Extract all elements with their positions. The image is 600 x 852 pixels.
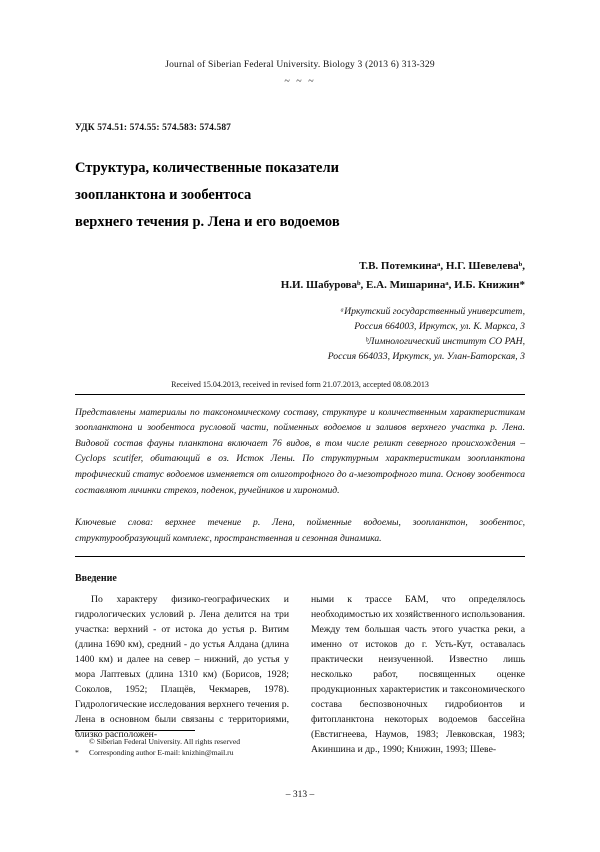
title-line-1: Структура, количественные показатели [75, 160, 339, 176]
title-line-2: зоопланктона и зообентоса [75, 186, 252, 203]
affiliation-list [75, 304, 525, 364]
author-line-2: Н.И. Шабуроваᵇ, Е.А. Мишаринаᵃ, И.Б. Книжин* [280, 278, 525, 291]
keywords-block [75, 515, 525, 557]
page-title [75, 155, 525, 235]
footnote-divider [75, 730, 195, 731]
footnote-copyright [75, 736, 335, 747]
article-content [75, 60, 525, 757]
author-list [75, 257, 525, 293]
affiliation-1: Россия 664003, Иркутск, ул. К. Маркса, 3 [354, 320, 525, 332]
keywords-label: Ключевые слова: [75, 517, 154, 529]
asterisk-mark: * [75, 748, 79, 758]
abstract [75, 405, 525, 498]
title-line-3: верхнего течения р. Лена и его водоемов [75, 213, 340, 230]
affiliation-2: ᵇЛимнологический институт СО РАН, [365, 335, 525, 347]
footnote-corresponding [75, 747, 335, 758]
udc-code: УДК 574.51: 574.55: 574.583: 574.587 [75, 123, 232, 133]
copyright-text: © Siberian Federal University. All rights reserved [89, 737, 240, 746]
section-heading-introduction: Введение [75, 573, 117, 585]
copyright-mark [75, 736, 83, 747]
received-dates: Received 15.04.2013, received in revised form 21.07.2013, accepted 08.08.2013 [75, 380, 525, 395]
page-number: – 313 – [285, 790, 315, 800]
affiliation-0: ᵃИркутский государственный университет, [340, 305, 525, 317]
body-column-right [311, 592, 525, 757]
journal-header: Journal of Siberian Federal University. Biology 3 (2013 6) 313-329 [165, 60, 435, 70]
keywords-text: верхнее течение р. Лена, пойменные водоемы, зоопланктон, зообентос, структурообразующий комплекс, пространственная и сезонная динамика. [75, 517, 525, 544]
page-footnotes [75, 730, 335, 759]
paragraph-left: По характеру физико-географических и гидрологических условий р. Лена делится на три участка: верхний - от истока до устья р. Витим (длина 1690 км), средний - до устья Алдана (длина 1400 км) и далее на север – нижний, до устья у мора Лаптевых (длина 1310 км) (Борисов, 1928; Соколов, 1952; Плащёв, Чекмарев, 1978). Гидрологические исследования верхнего течения р. Лена в основном были связаны с территориями, близко расположен- [75, 594, 289, 741]
abstract-text: Представлены материалы по таксономическому составу, структуре и количественным характеристикам зоопланктона и зообентоса русловой части, пойменных водоемов и заливов верхнего участка р. Лена. Видовой состав фауны планктона включает 76 видов, в том числе реликт северного происхождения – Cyclops scutifer, обитающий в оз. Исток Лены. По структурным характеристикам зоопланктона трофический статус водоемов изменяется от олиготрофного до a-мезотрофного типа. Основу зообентоса составляют личинки стрекоз, поденок, ручейников и хирономид. [75, 406, 525, 496]
paragraph-right: ными к трассе БАМ, что определялось необходимостью их хозяйственного использования. Между тем большая часть этого участка реки, а именно от истоков до г. Усть-Кут, оставалась практически неизученной. Известно лишь несколько работ, посвященных оценке продукционных характеристик и таксономического состава беспозвоночных гидробионтов и фитопланктона некоторых водоемов бассейна (Евстигнеева, Наумов, 1983; Левковская, 1983; Акиншина и др., 1990; Книжин, 1993; Шеве- [311, 594, 525, 756]
author-line-1: Т.В. Потемкинаᵃ, Н.Г. Шевелеваᵇ, [359, 260, 525, 273]
corresponding-text[interactable]: Corresponding author E-mail: knizhin@mail.ru [89, 748, 234, 758]
affiliation-3: Россия 664033, Иркутск, ул. Улан-Баторская, 3 [327, 350, 525, 362]
ornament-divider: ~ ~ ~ [284, 76, 316, 87]
